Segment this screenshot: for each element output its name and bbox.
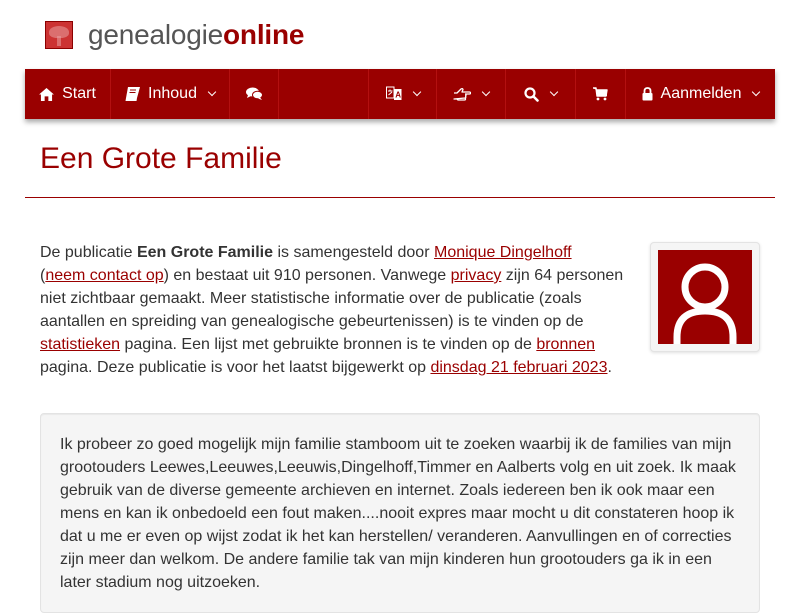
tree-icon [45,21,73,49]
author-link[interactable]: Monique Dingelhoff [433,244,572,261]
hand-pointer-icon [453,87,471,101]
author-avatar[interactable] [650,242,760,352]
publication-intro: De publicatie Een Grote Familie is samengesteld door Monique Dingelhoff (neem contact op) en bestaat uit 910 personen. Vanwege privacy zijn 64 personen niet zichtbaar gemaakt. Meer statistische informatie over de publicatie (zoals aantallen en spreiding van genealogische gebeurtenissen) is te vinden op de statistieken pagina. Een lijst met gebruikte bronnen is te vinden op de bronnen pagina. Deze publicatie is voor het laatst bijgewerkt op dinsdag 21 februari 2023. [40,244,624,376]
nav-inhoud-label: Inhoud [148,85,197,102]
chevron-down-icon [550,88,558,96]
lock-icon [642,87,653,101]
main-navbar [25,69,775,119]
page-title: Een Grote Familie [40,142,282,175]
nav-inhoud[interactable] [111,69,230,119]
privacy-link[interactable]: privacy [450,267,502,284]
title-divider [25,197,775,198]
nav-login[interactable] [626,69,775,119]
description-text: Ik probeer zo goed mogelijk mijn familie stamboom uit te zoeken waarbij ik de families van mijn grootouders Leewes,Leeuwes,Leeuwis,Dingelhoff,Timmer en Aalberts volg en uit zoek. Ik maak gebruik van de diverse gemeente archieven en internet. Zoals iedereen ben ik ook maar een mens en kan ik onbedoeld een fout maken....nooit expres maar mocht u dit constateren hoop ik dat u me er even op wijst zodat ik het kan herstellen/ veranderen. Aanvullingen en of correcties zijn meer dan welkom. De andere familie tak van mijn kinderen hun grootouders ga ik in een later stadium nog uitzoeken. [60,436,736,591]
nav-start[interactable] [25,69,111,119]
chevron-down-icon [412,88,420,96]
cart-icon [593,87,608,101]
chevron-down-icon [752,88,760,96]
search-icon [524,87,539,102]
contact-link[interactable]: neem contact op [45,267,164,284]
book-icon [125,87,140,101]
publication-description [40,413,760,613]
svg-text:A: A [394,90,401,100]
home-icon [39,88,54,101]
language-icon [386,86,402,102]
sources-link[interactable]: bronnen [536,336,596,353]
comments-icon [246,87,263,101]
nav-login-label: Aanmelden [660,85,742,102]
nav-search[interactable] [506,69,576,119]
nav-pointer[interactable] [437,69,506,119]
statistics-link[interactable]: statistieken [40,336,121,353]
publication-name: Een Grote Familie [136,244,273,261]
nav-language[interactable] [368,69,437,119]
site-name: genealogieonline [88,19,305,50]
last-updated-link[interactable]: dinsdag 21 februari 2023 [430,359,608,376]
nav-start-label: Start [62,85,96,102]
user-icon [658,250,752,344]
nav-comments[interactable] [230,69,279,119]
chevron-down-icon [208,88,216,96]
site-logo[interactable] [45,20,304,50]
chevron-down-icon [482,88,490,96]
nav-cart[interactable] [576,69,626,119]
